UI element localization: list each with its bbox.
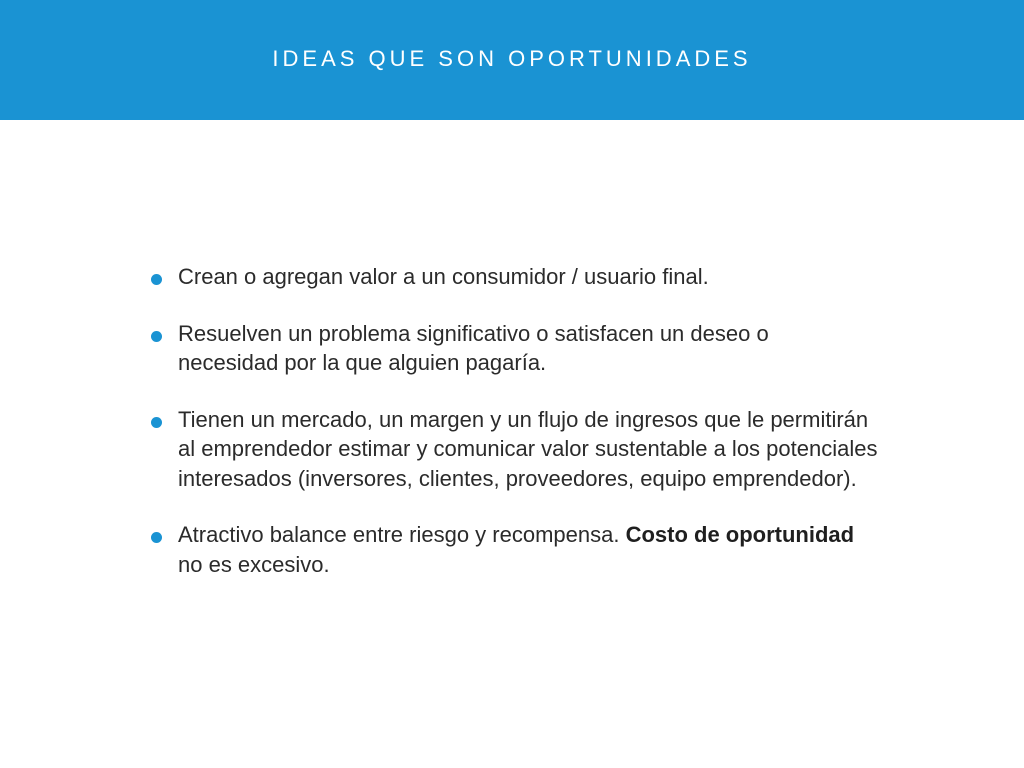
bullet-text-4-bold: Costo de oportunidad xyxy=(625,522,855,547)
bullet-text-1: Crean o agregan valor a un consumidor / usuario final. xyxy=(178,264,709,289)
bullet-item-2 xyxy=(150,319,890,378)
bullet-text-2: Resuelven un problema significativo o satisfacen un deseo o necesidad por la que alguien pagaría. xyxy=(178,320,769,375)
bullet-item-4 xyxy=(150,520,890,579)
bullet-dot-icon xyxy=(151,331,162,342)
bullet-dot-icon xyxy=(151,417,162,428)
bullet-item-3 xyxy=(150,405,890,494)
header-bar xyxy=(0,0,1024,120)
bullet-text-4-before: Atractivo balance entre riesgo y recompensa. xyxy=(178,522,626,547)
bullet-list xyxy=(150,262,890,606)
bullet-item-1 xyxy=(150,262,890,292)
bullet-text-3: Tienen un mercado, un margen y un flujo de ingresos que le permitirán al emprendedor estimar y comunicar valor sustentable a los potenciales interesados (inversores, clientes, proveedores, equipo emprendedor). xyxy=(178,406,878,491)
bullet-text-4 xyxy=(178,520,858,579)
bullet-text-4-after: no es excesivo. xyxy=(178,551,330,577)
bullet-dot-icon xyxy=(151,274,162,285)
bullet-dot-icon xyxy=(151,532,162,543)
slide-title: IDEAS QUE SON OPORTUNIDADES xyxy=(272,46,752,71)
